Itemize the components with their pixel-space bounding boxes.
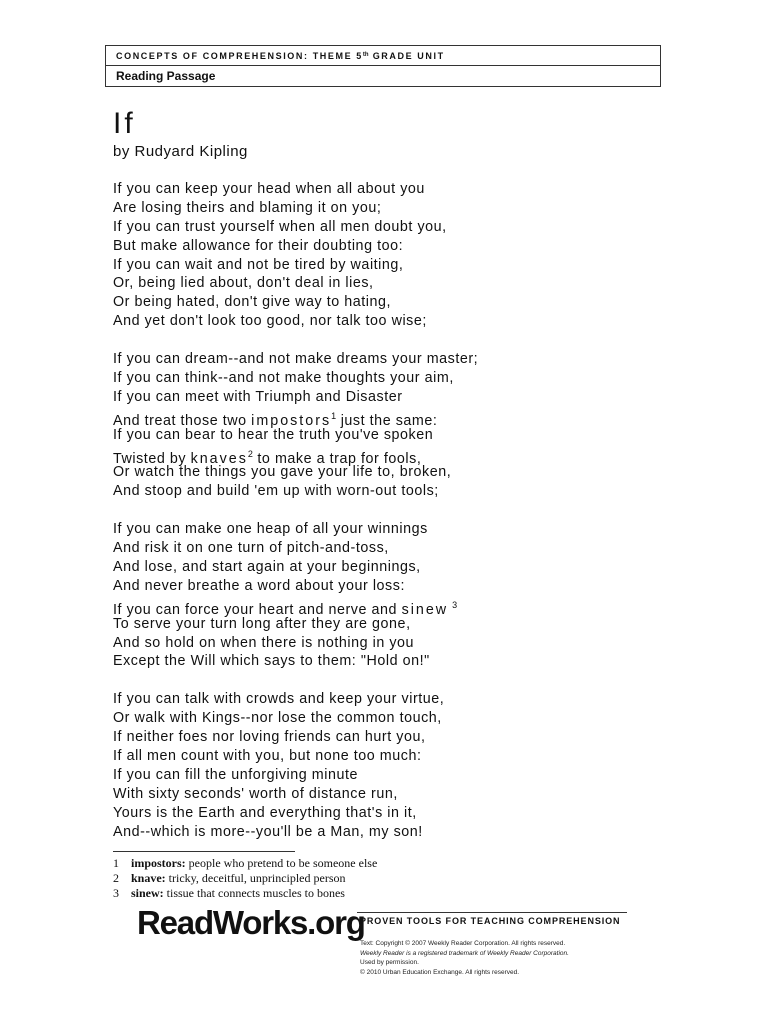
poem-line: Except the Will which says to them: "Hold on!" bbox=[113, 653, 430, 670]
unit-title-text: CONCEPTS OF COMPREHENSION: THEME 5 bbox=[116, 51, 363, 61]
poem-line: If you can fill the unforgiving minute bbox=[113, 766, 359, 783]
footnote-ref: 3 bbox=[452, 599, 458, 610]
line-text: just the same: bbox=[336, 412, 438, 429]
poem-line: And so hold on when there is nothing in you bbox=[113, 634, 415, 651]
poem-line: With sixty seconds' worth of distance run, bbox=[113, 785, 398, 802]
footnote-divider bbox=[113, 851, 295, 852]
poem-line: If you can wait and not be tired by waiting, bbox=[113, 256, 404, 273]
footnote-number: 2 bbox=[113, 871, 119, 885]
poem-line: But make allowance for their doubting too: bbox=[113, 237, 404, 254]
line-text: Twisted by bbox=[113, 450, 191, 467]
copyright-line: Weekly Reader is a registered trademark of Weekly Reader Corporation. bbox=[360, 949, 569, 957]
footnote-definition: tissue that connects muscles to bones bbox=[163, 886, 345, 900]
poem-line: Or, being lied about, don't deal in lies, bbox=[113, 275, 374, 292]
poem-byline: by Rudyard Kipling bbox=[113, 143, 248, 160]
poem-line: To serve your turn long after they are gone, bbox=[113, 615, 411, 632]
poem-line: Or being hated, don't give way to hating, bbox=[113, 294, 392, 311]
footnote-number: 1 bbox=[113, 856, 119, 870]
poem-line: If you can meet with Triumph and Disaster bbox=[113, 388, 403, 405]
poem-line: If you can bear to hear the truth you've spoken bbox=[113, 426, 434, 443]
stanza-1 bbox=[113, 180, 673, 331]
poem-line bbox=[113, 596, 673, 618]
poem-line: If you can make one heap of all your winnings bbox=[113, 521, 428, 538]
poem-line: And stoop and build 'em up with worn-out tools; bbox=[113, 483, 439, 500]
footnote-item bbox=[113, 871, 377, 886]
copyright-notice bbox=[360, 939, 569, 977]
poem-line: If you can talk with crowds and keep your virtue, bbox=[113, 691, 445, 708]
poem-line: If neither foes nor loving friends can hurt you, bbox=[113, 729, 426, 746]
poem-line: And lose, and start again at your beginnings, bbox=[113, 559, 421, 576]
poem-line: Or watch the things you gave your life to, broken, bbox=[113, 464, 452, 481]
vocab-word-knaves: knaves bbox=[190, 450, 248, 467]
poem-line: If you can keep your head when all about you bbox=[113, 181, 425, 197]
poem-title: If bbox=[113, 107, 136, 140]
footnote-ref: 2 bbox=[247, 448, 253, 459]
vocab-word-sinew: sinew bbox=[401, 601, 449, 618]
stanza-4 bbox=[113, 690, 673, 841]
footnotes bbox=[113, 856, 377, 901]
vocab-word-impostors: impostors bbox=[251, 412, 332, 429]
poem-line: If you can think--and not make thoughts your aim, bbox=[113, 370, 454, 387]
poem-line: If you can dream--and not make dreams your master; bbox=[113, 351, 479, 368]
poem-line: If you can trust yourself when all men doubt you, bbox=[113, 218, 447, 235]
footnote-item bbox=[113, 856, 377, 871]
footnote-ref: 1 bbox=[331, 410, 337, 421]
section-label: Reading Passage bbox=[116, 69, 216, 83]
poem-line: And yet don't look too good, nor talk too wise; bbox=[113, 313, 427, 330]
tagline-divider bbox=[357, 912, 627, 913]
poem-line: And--which is more--you'll be a Man, my son! bbox=[113, 823, 423, 840]
footnote-number: 3 bbox=[113, 886, 119, 900]
tagline: PROVEN TOOLS FOR TEACHING COMPREHENSION bbox=[360, 916, 621, 926]
footnote-term: knave: bbox=[131, 871, 166, 885]
copyright-line: Used by permission. bbox=[360, 959, 419, 967]
poem-line: Yours is the Earth and everything that's in it, bbox=[113, 804, 417, 821]
poem-line: And never breathe a word about your loss: bbox=[113, 577, 405, 594]
line-text: If you can force your heart and nerve and bbox=[113, 601, 402, 618]
unit-header bbox=[105, 45, 661, 87]
poem-body bbox=[113, 180, 673, 861]
unit-title bbox=[106, 46, 660, 66]
copyright-line: Text: Copyright © 2007 Weekly Reader Corporation. All rights reserved. bbox=[360, 940, 566, 947]
poem-line: If all men count with you, but none too much: bbox=[113, 748, 422, 765]
footnote-term: sinew: bbox=[131, 886, 164, 900]
footnote-definition: people who pretend to be someone else bbox=[185, 856, 378, 870]
poem-line: Or walk with Kings--nor lose the common touch, bbox=[113, 710, 442, 727]
poem-line: And risk it on one turn of pitch-and-toss, bbox=[113, 540, 389, 557]
poem-line: Are losing theirs and blaming it on you; bbox=[113, 199, 382, 216]
readworks-logo: ReadWorks.org bbox=[137, 904, 365, 941]
footnote-item bbox=[113, 886, 377, 901]
footnote-term: impostors: bbox=[131, 856, 186, 870]
unit-title-suffix: GRADE UNIT bbox=[368, 51, 445, 61]
line-text: to make a trap for fools, bbox=[252, 450, 422, 467]
poem-line bbox=[113, 445, 673, 467]
stanza-3 bbox=[113, 520, 673, 671]
stanza-2 bbox=[113, 350, 673, 501]
poem-line bbox=[113, 407, 673, 429]
line-text: And treat those two bbox=[113, 412, 252, 429]
footnote-definition: tricky, deceitful, unprincipled person bbox=[165, 871, 346, 885]
copyright-line: © 2010 Urban Education Exchange. All rights reserved. bbox=[360, 968, 520, 976]
unit-title-superscript: th bbox=[362, 52, 369, 58]
